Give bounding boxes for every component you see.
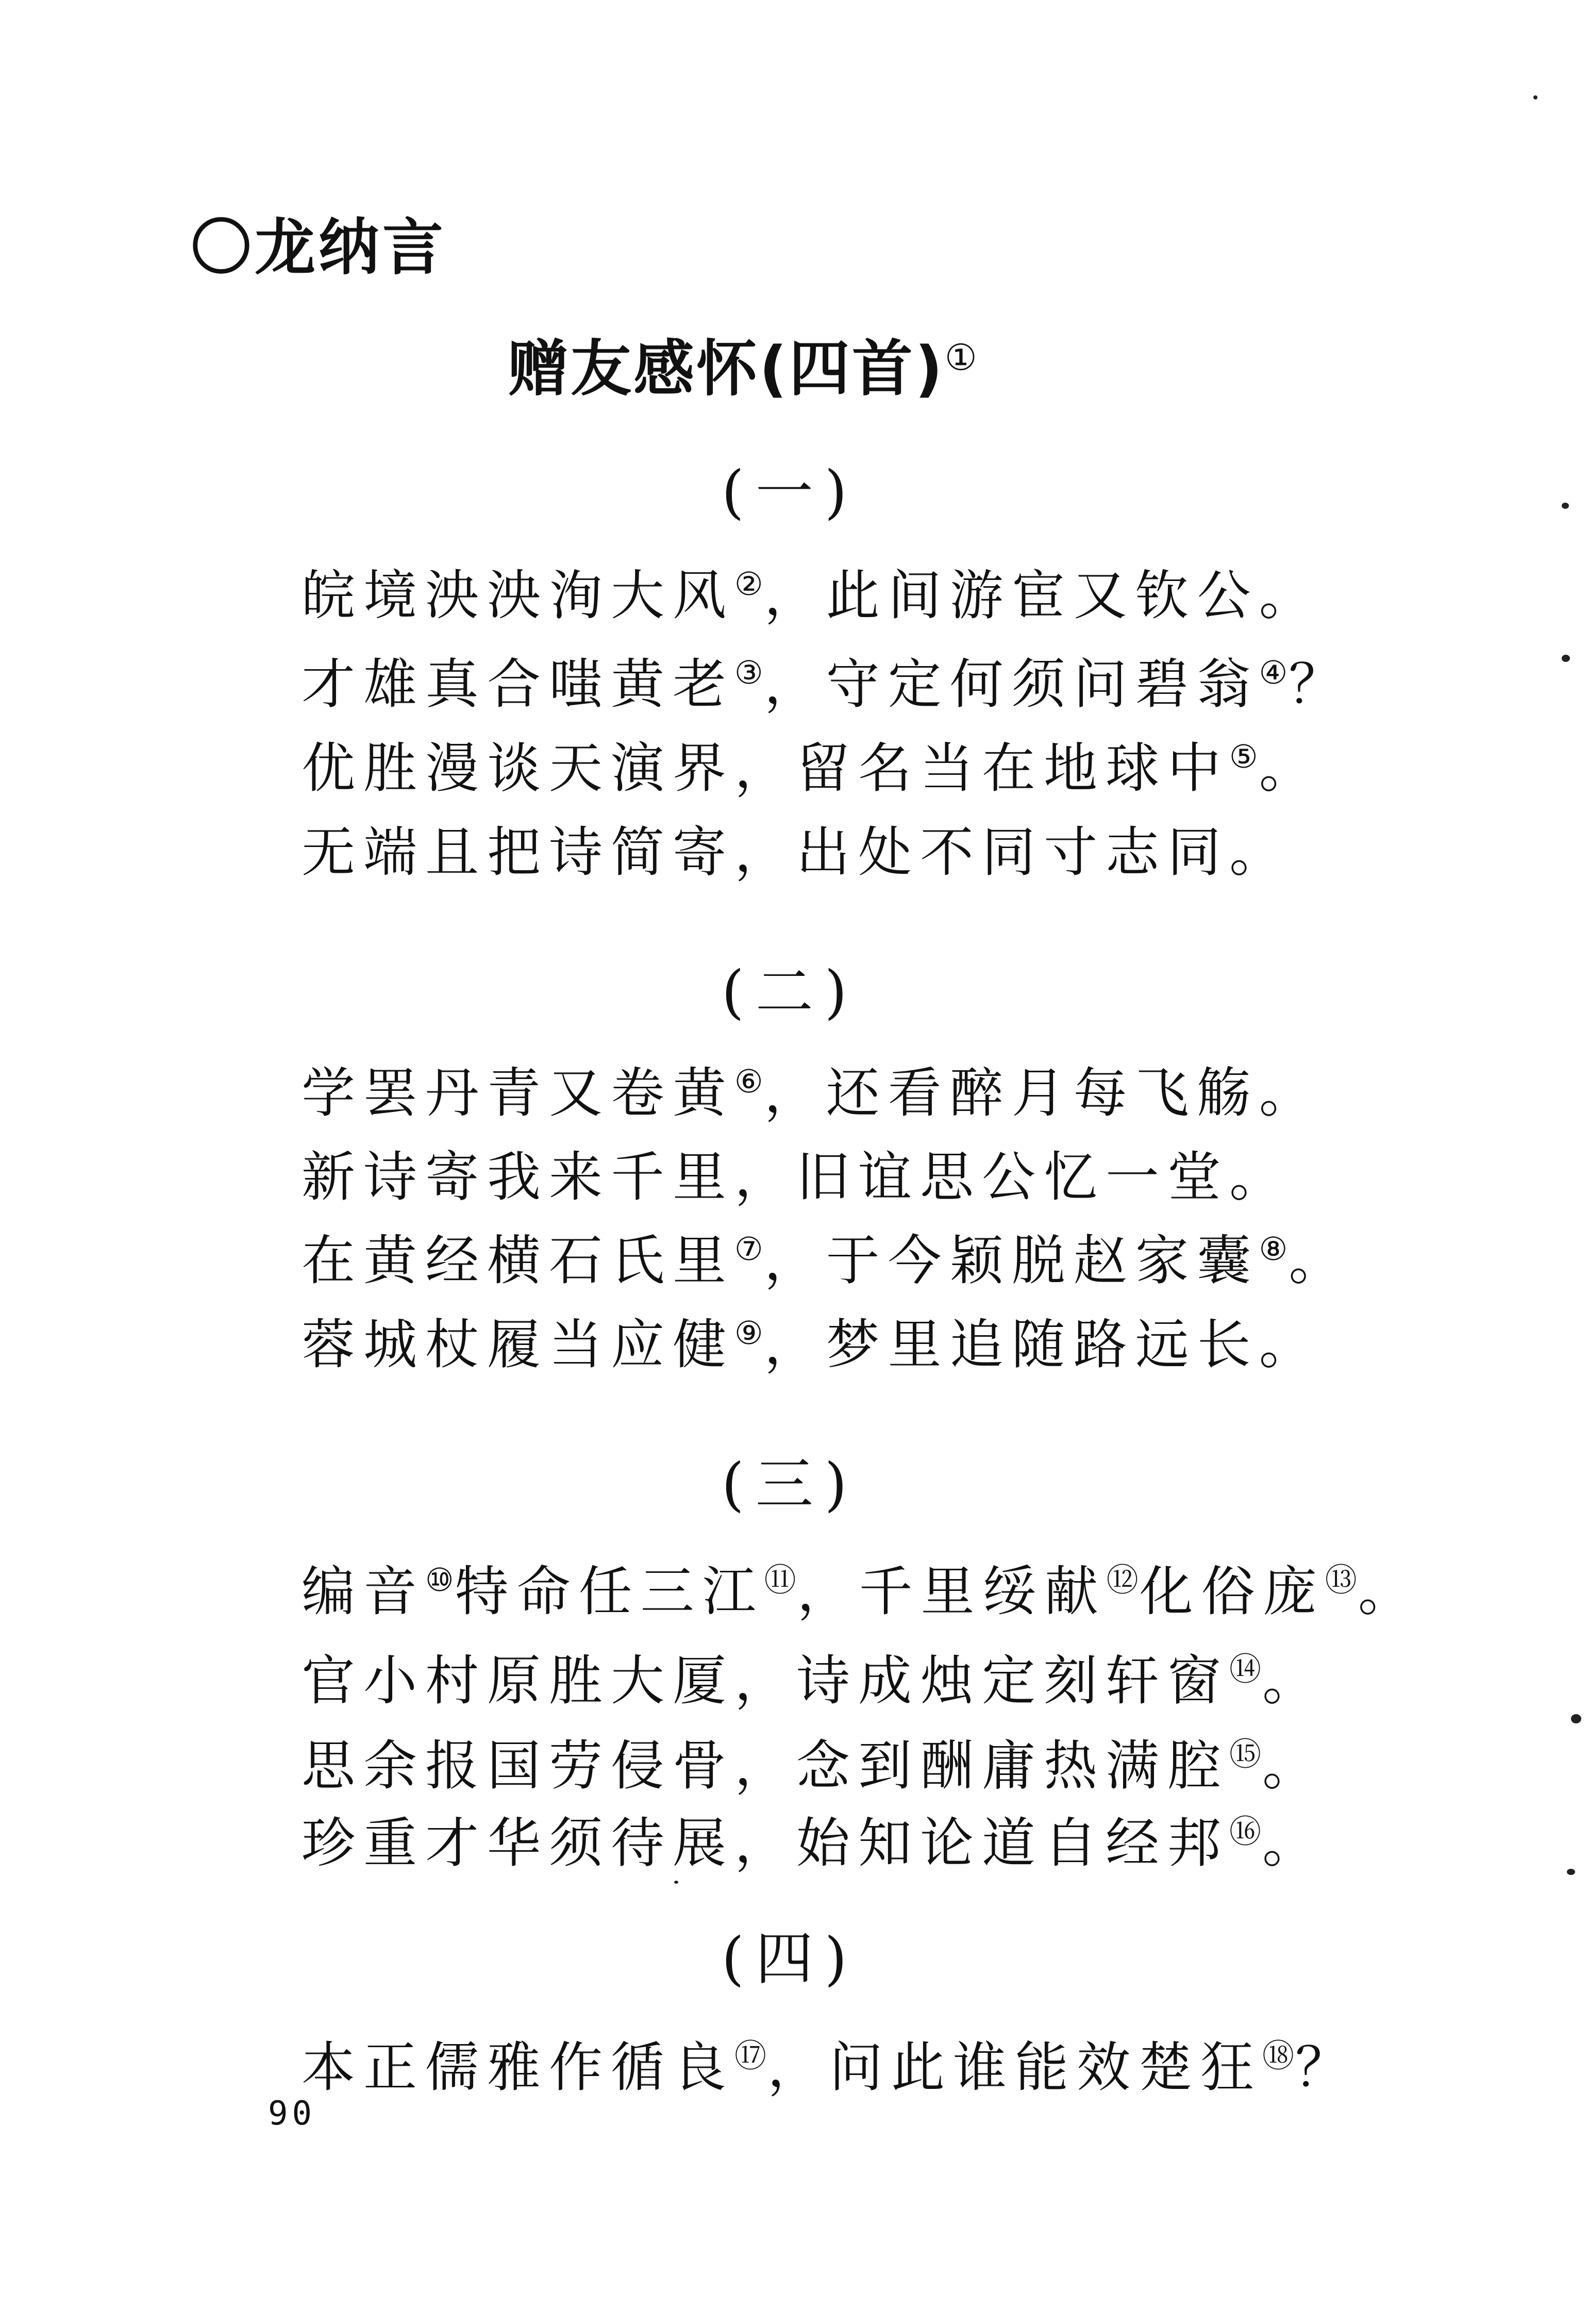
verse-line: 才雄真合嗤黄老③，守定何须问碧翁④？ (302, 653, 1351, 716)
section-label: (二) (722, 959, 859, 1026)
footnote-marker: ③ (734, 653, 764, 691)
footnote-marker: ④ (1259, 653, 1289, 691)
footnote-marker: ⑧ (1259, 1230, 1289, 1268)
verse-line: 本正儒雅作循良⑰，问此谁能效楚狂⑱？ (302, 2036, 1358, 2099)
scan-speck (1567, 1869, 1575, 1875)
footnote-marker: ⑨ (734, 1314, 764, 1352)
scan-speck (674, 1881, 678, 1884)
section-label: (四) (722, 1925, 859, 1993)
author-name: 〇龙纳言 (191, 212, 447, 283)
scan-speck (1562, 503, 1569, 509)
footnote-marker: ⑰ (734, 2036, 768, 2074)
footnote-marker: ⑭ (1229, 1650, 1263, 1688)
section-label: (一) (722, 459, 859, 526)
section-label: (三) (722, 1451, 859, 1518)
footnote-marker: ⑯ (1229, 1812, 1263, 1850)
footnote-marker: ⑫ (1106, 1561, 1140, 1599)
poem-title (508, 333, 979, 405)
verse-line: 蓉城杖履当应健⑨，梦里追随路远长。 (302, 1313, 1321, 1376)
verse-line: 学罢丹青又卷黄⑥，还看醉月每飞觞。 (302, 1061, 1321, 1124)
verse-line: 在黄经横石氏里⑦，于今颖脱赵家囊⑧。 (302, 1229, 1351, 1292)
verse-line: 珍重才华须待展，始知论道自经邦⑯。 (302, 1812, 1325, 1874)
verse-line: 官小村原胜大厦，诗成烛定刻轩窗⑭。 (302, 1649, 1325, 1712)
verse-line: 无端且把诗简寄，出处不同寸志同。 (302, 821, 1292, 884)
footnote-marker: ⑤ (1229, 737, 1259, 775)
title-footnote-marker: ① (944, 336, 979, 379)
verse-line: 新诗寄我来千里，旧谊思公忆一堂。 (302, 1146, 1292, 1208)
scan-speck (1533, 95, 1537, 99)
verse-line: 优胜漫谈天演界，留名当在地球中⑤。 (302, 737, 1321, 800)
verse-line: 思余报国劳侵骨，念到酬庸热满腔⑮。 (302, 1734, 1325, 1797)
footnote-marker: ⑪ (764, 1561, 797, 1599)
scan-speck (1562, 655, 1570, 662)
verse-line: 皖境泱泱洵大风②，此间游宦又钦公。 (302, 564, 1321, 627)
footnote-marker: ⑥ (734, 1062, 764, 1100)
footnote-marker: ⑮ (1229, 1735, 1263, 1773)
footnote-marker: ⑦ (734, 1230, 764, 1268)
footnote-marker: ② (734, 565, 764, 603)
scan-speck (1571, 1714, 1581, 1723)
footnote-marker: ⑱ (1262, 2036, 1296, 2074)
poem-title-text: 赠友感怀(四首) (508, 333, 945, 404)
footnote-marker: ⑩ (425, 1561, 455, 1599)
footnote-marker: ⑬ (1325, 1561, 1358, 1599)
page-number: 90 (268, 2095, 316, 2133)
verse-line: 编音⑩特命任三江⑪，千里绥献⑫化俗庞⑬。 (302, 1560, 1420, 1623)
